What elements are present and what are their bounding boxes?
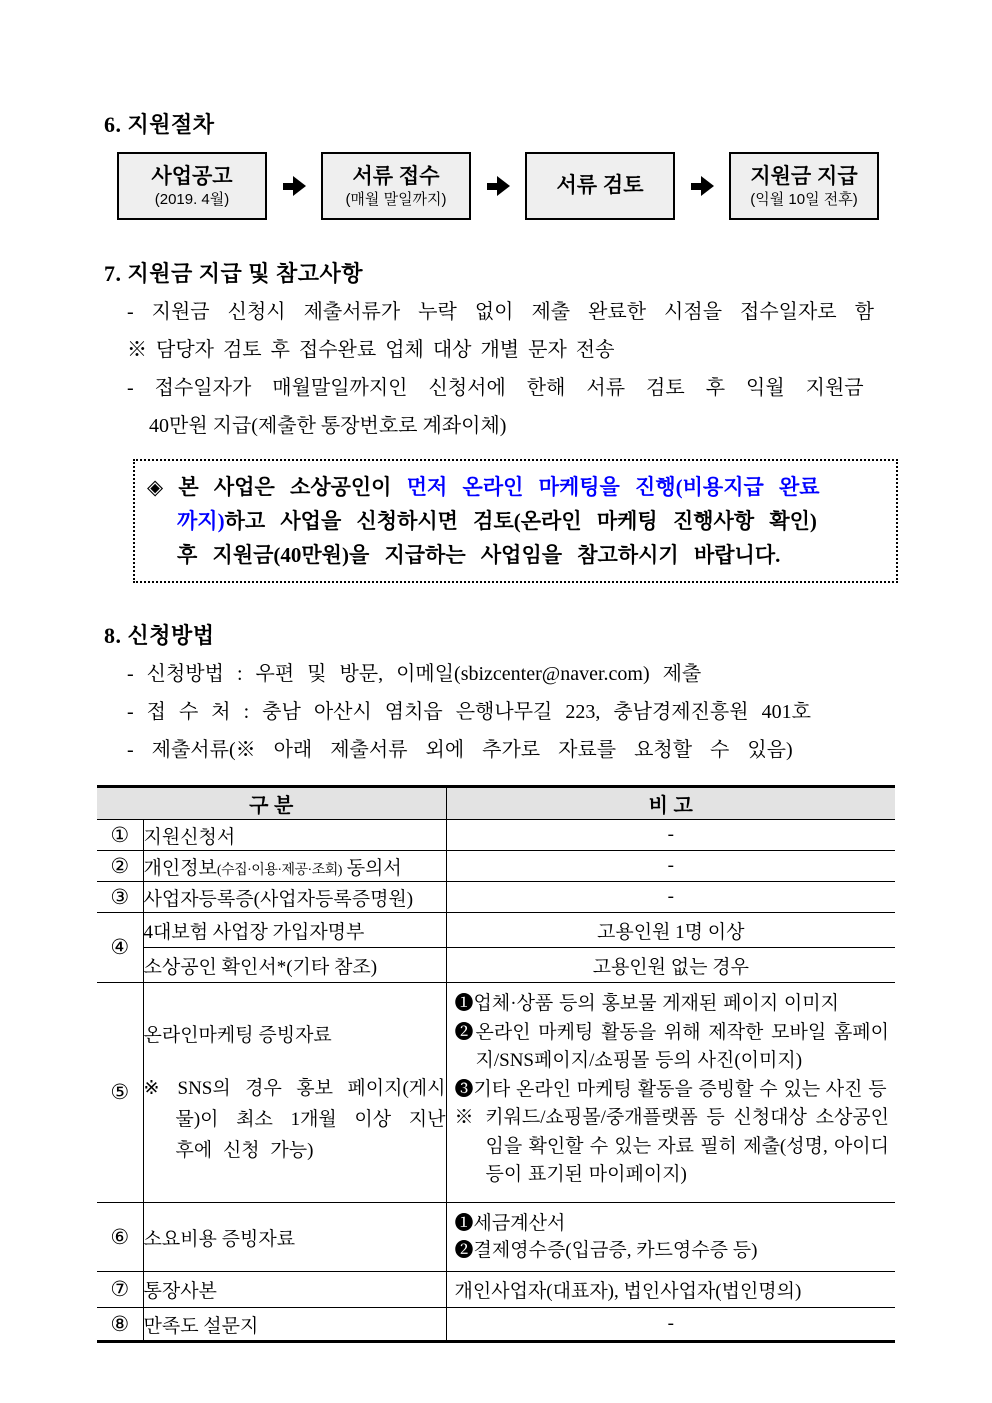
table-cell-no: ⑥ <box>97 1203 143 1272</box>
table-cell-remark <box>446 1203 895 1272</box>
table-cell-desc <box>143 882 446 913</box>
table-cell-desc <box>143 851 446 882</box>
table-row <box>97 882 895 913</box>
section-7-heading: 7. 지원금 지급 및 참고사항 <box>104 261 364 286</box>
process-flow <box>117 151 879 221</box>
table-row <box>97 1308 895 1342</box>
flow-step-title: 지원금 지급 <box>750 164 858 188</box>
table-cell-remark: 고용인원 1명 이상 <box>446 913 895 948</box>
desc-text: 4대보험 사업장 가입자명부 <box>143 921 365 943</box>
table-row <box>97 983 895 1203</box>
remark-item: ❷결제영수증(입금증, 카드영수증 등) <box>454 1240 758 1261</box>
table-header-row <box>97 787 895 820</box>
table-cell-desc <box>143 913 446 948</box>
table-cell-desc <box>143 948 446 983</box>
table-cell-remark: 개인사업자(대표자), 법인사업자(법인명의) <box>446 1272 895 1308</box>
table-row <box>97 1203 895 1272</box>
section-8-heading: 8. 신청방법 <box>104 623 215 648</box>
flow-step-title: 서류 검토 <box>556 174 644 197</box>
section-7-bullets <box>127 293 897 445</box>
flow-step <box>117 152 267 220</box>
table-cell-remark <box>446 983 895 1203</box>
table-cell-no: ② <box>97 851 143 882</box>
table-cell-desc <box>143 983 446 1203</box>
arrow-bar <box>487 183 497 190</box>
section-6-heading: 6. 지원절차 <box>104 112 215 137</box>
spacer <box>97 583 897 623</box>
section-8-bullets <box>127 655 897 769</box>
notice-text-segment: 까지) <box>177 509 225 533</box>
notice-text-segment: 후 지원금(40만원)을 지급하는 사업임을 참고하시기 바랍니다. <box>177 543 781 567</box>
desc-text: 만족도 설문지 <box>143 1315 259 1337</box>
flow-step-title: 사업공고 <box>151 164 233 188</box>
table-cell-remark: 고용인원 없는 경우 <box>446 948 895 983</box>
desc-text: 개인정보 <box>143 857 217 879</box>
numbered-bullet-icon: ❶ <box>454 993 474 1014</box>
table-cell-desc <box>143 820 446 851</box>
table-cell-desc <box>143 1203 446 1272</box>
table-cell-remark: - <box>446 820 895 851</box>
numbered-bullet-icon: ❷ <box>454 1021 476 1043</box>
documents-table <box>97 785 895 1343</box>
flow-step-subtitle: (2019. 4월) <box>154 190 230 208</box>
desc-text: 동의서 <box>341 857 402 879</box>
flow-step <box>321 152 471 220</box>
numbered-bullet-icon: ❶ <box>454 1213 474 1234</box>
table-cell-no: ⑤ <box>97 983 143 1203</box>
bullet-line: - 신청방법 : 우편 및 방문, 이메일(sbizcenter@naver.com) 제출 <box>127 663 702 685</box>
table-cell-desc <box>143 1272 446 1308</box>
notice-line <box>177 504 884 538</box>
notice-line <box>147 470 884 504</box>
numbered-bullet-icon: ❸ <box>454 1078 474 1100</box>
table-cell-no: ⑦ <box>97 1272 143 1308</box>
desc-text: (수집·이용·제공·조회) <box>216 862 342 878</box>
arrow-bar <box>283 183 293 190</box>
bullet-line: - 제출서류(※ 아래 제출서류 외에 추가로 자료를 요청할 수 있음) <box>127 739 793 761</box>
notice-line <box>177 538 884 572</box>
table-header-bigo: 비 고 <box>446 787 895 820</box>
notice-text-segment: ◈ 본 사업은 소상공인이 <box>147 475 407 499</box>
bullet-line: - 지원금 신청시 제출서류가 누락 없이 제출 완료한 시점을 접수일자로 함 <box>127 301 874 323</box>
table-cell-no: ① <box>97 820 143 851</box>
table-cell-remark: - <box>446 1308 895 1342</box>
table-row <box>97 948 895 983</box>
spacer <box>97 221 897 261</box>
table-row <box>97 913 895 948</box>
table-body <box>97 820 895 1342</box>
arrow-right-icon <box>267 176 321 196</box>
table-row <box>97 820 895 851</box>
arrow-right-icon <box>675 176 729 196</box>
notice-box <box>133 459 898 583</box>
table-row <box>97 851 895 882</box>
flow-step <box>525 152 675 220</box>
bullet-line: - 접 수 처 : 충남 아산시 염치읍 은행나무길 223, 충남경제진흥원 401호 <box>127 701 811 723</box>
bullet-line: - 접수일자가 매월말일까지인 신청서에 한해 서류 검토 후 익월 지원금 <box>127 377 864 399</box>
desc-text: 통장사본 <box>143 1281 217 1302</box>
flow-step-title: 서류 접수 <box>352 164 440 188</box>
remark-item: ※ 키워드/쇼핑몰/중개플랫폼 등 신청대상 소상공인임을 확인할 수 있는 자료 필히 제출(성명, 아이디 등이 표기된 마이페이지) <box>454 1107 890 1185</box>
notice-text-segment: 먼저 온라인 마케팅을 진행(비용지급 완료 <box>406 475 820 499</box>
desc-paragraph: ※ SNS의 경우 홍보 페이지(게시물)이 최소 1개월 이상 지난 후에 신청 가능) <box>143 1077 446 1161</box>
table-cell-remark: - <box>446 851 895 882</box>
remark-item: ❷온라인 마케팅 활동을 위해 제작한 모바일 홈페이지/SNS페이지/쇼핑몰 등의 사진(이미지) <box>454 1021 890 1071</box>
table-row <box>97 1272 895 1308</box>
table-cell-desc <box>143 1308 446 1342</box>
table-cell-remark: - <box>446 882 895 913</box>
arrow-right-icon <box>471 176 525 196</box>
notice-text-segment: 하고 사업을 신청하시면 검토(온라인 마케팅 진행사항 확인) <box>224 509 817 533</box>
desc-text: 소상공인 확인서*(기타 참조) <box>143 956 378 978</box>
table-cell-no: ④ <box>97 913 143 983</box>
arrow-head <box>497 176 510 196</box>
bullet-line: 40만원 지급(제출한 통장번호로 계좌이체) <box>149 415 507 437</box>
desc-paragraph: 온라인마케팅 증빙자료 <box>143 1024 332 1046</box>
desc-text: 사업자등록증(사업자등록증명원) <box>143 888 414 910</box>
desc-text: 소요비용 증빙자료 <box>143 1228 296 1250</box>
flow-step <box>729 152 879 220</box>
flow-step-subtitle: (익월 10일 전후) <box>750 190 858 208</box>
table-cell-no: ⑧ <box>97 1308 143 1342</box>
table-cell-no: ③ <box>97 882 143 913</box>
desc-text: 지원신청서 <box>143 826 236 848</box>
reference-mark-icon: ※ <box>454 1107 486 1128</box>
numbered-bullet-icon: ❷ <box>454 1240 474 1261</box>
remark-item: ❶업체·상품 등의 홍보물 게재된 페이지 이미지 <box>454 993 839 1014</box>
arrow-head <box>701 176 714 196</box>
remark-item: ❸기타 온라인 마케팅 활동을 증빙할 수 있는 사진 등 <box>454 1078 887 1100</box>
remark-item: ❶세금계산서 <box>454 1213 566 1234</box>
bullet-line: ※ 담당자 검토 후 접수완료 업체 대상 개별 문자 전송 <box>127 339 615 361</box>
table-header-gubun: 구 분 <box>97 787 446 820</box>
flow-step-subtitle: (매월 말일까지) <box>345 190 447 208</box>
arrow-head <box>293 176 306 196</box>
arrow-bar <box>691 183 701 190</box>
